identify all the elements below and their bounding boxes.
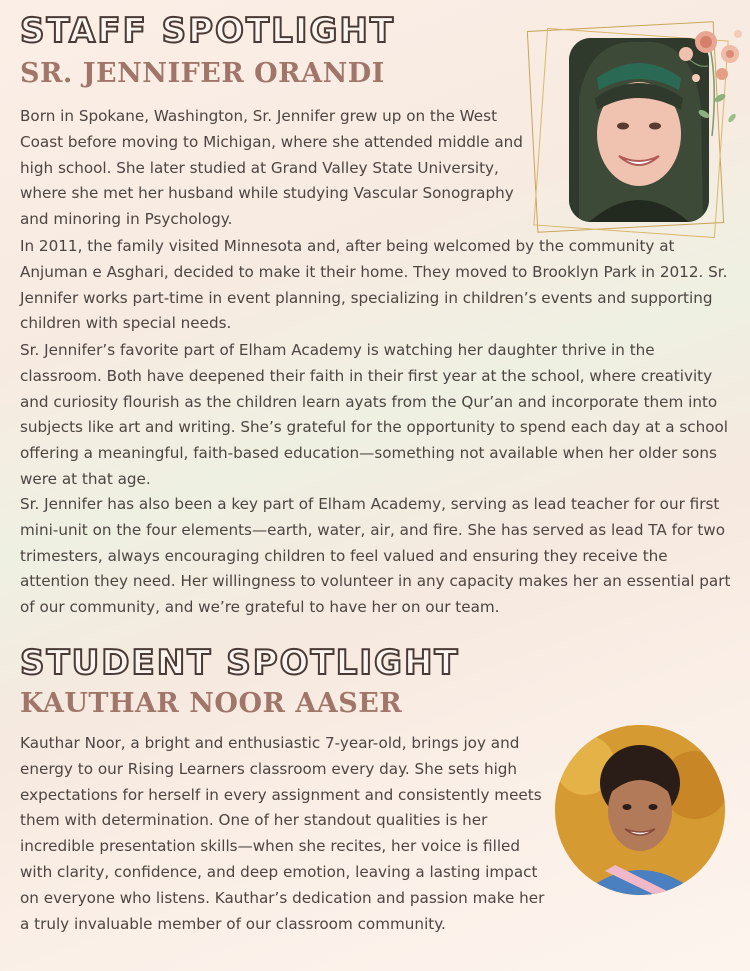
staff-spotlight-title: STAFF SPOTLIGHT — [20, 11, 396, 51]
student-paragraph: Kauthar Noor, a bright and enthusiastic 7-year-old, brings joy and energy to our Rising Learners classroom every day. She sets high expectations for herself in every assignment and consistently meets them with determination. One of her standout qualities is her incredible presentation skills—when she recites, her voice is filled with clarity, confidence, and deep emotion, leaving a lasting impact on everyone who listens. Kauthar’s dedication and passion make her a truly invaluable member of our classroom community. — [20, 734, 545, 933]
student-name: KAUTHAR NOOR AASER — [20, 688, 403, 719]
student-spotlight-title: STUDENT SPOTLIGHT — [20, 643, 460, 683]
staff-name: SR. JENNIFER ORANDI — [20, 58, 385, 89]
student-photo — [555, 725, 725, 895]
staff-paragraph: In 2011, the family visited Minnesota and, after being welcomed by the community at Anjuman e Asghari, decided to make it their home. They moved to Brooklyn Park in 2012. Sr. Jennifer works part-time in event planning, specializing in children’s events and supporting children with special needs. — [20, 237, 728, 333]
staff-paragraph: Sr. Jennifer’s favorite part of Elham Academy is watching her daughter thrive in the classroom. Both have deepened their faith in their first year at the school, where creativity and curiosity flourish as the children learn ayats from the Qur’an and incorporate them into subjects like art and writing. She’s grateful for the opportunity to spend each day at a school offering a meaningful, faith-based education—something not available when her older sons were at that age. — [20, 341, 729, 488]
staff-paragraph: Born in Spokane, Washington, Sr. Jennifer grew up on the West Coast before moving to Michigan, where she attended middle and high school. She later studied at Grand Valley State University, where she met her husband while studying Vascular Sonography and minoring in Psychology. — [20, 107, 523, 229]
staff-paragraph: Sr. Jennifer has also been a key part of Elham Academy, serving as lead teacher for our first mini-unit on the four elements—earth, water, air, and fire. She has served as lead TA for two trimesters, always encouraging children to feel valued and ensuring they receive the attention they need. Her willingness to volunteer in any capacity makes her an essential part of our community, and we’re grateful to have her on our team. — [20, 495, 731, 617]
floral-decoration-icon — [668, 18, 750, 138]
